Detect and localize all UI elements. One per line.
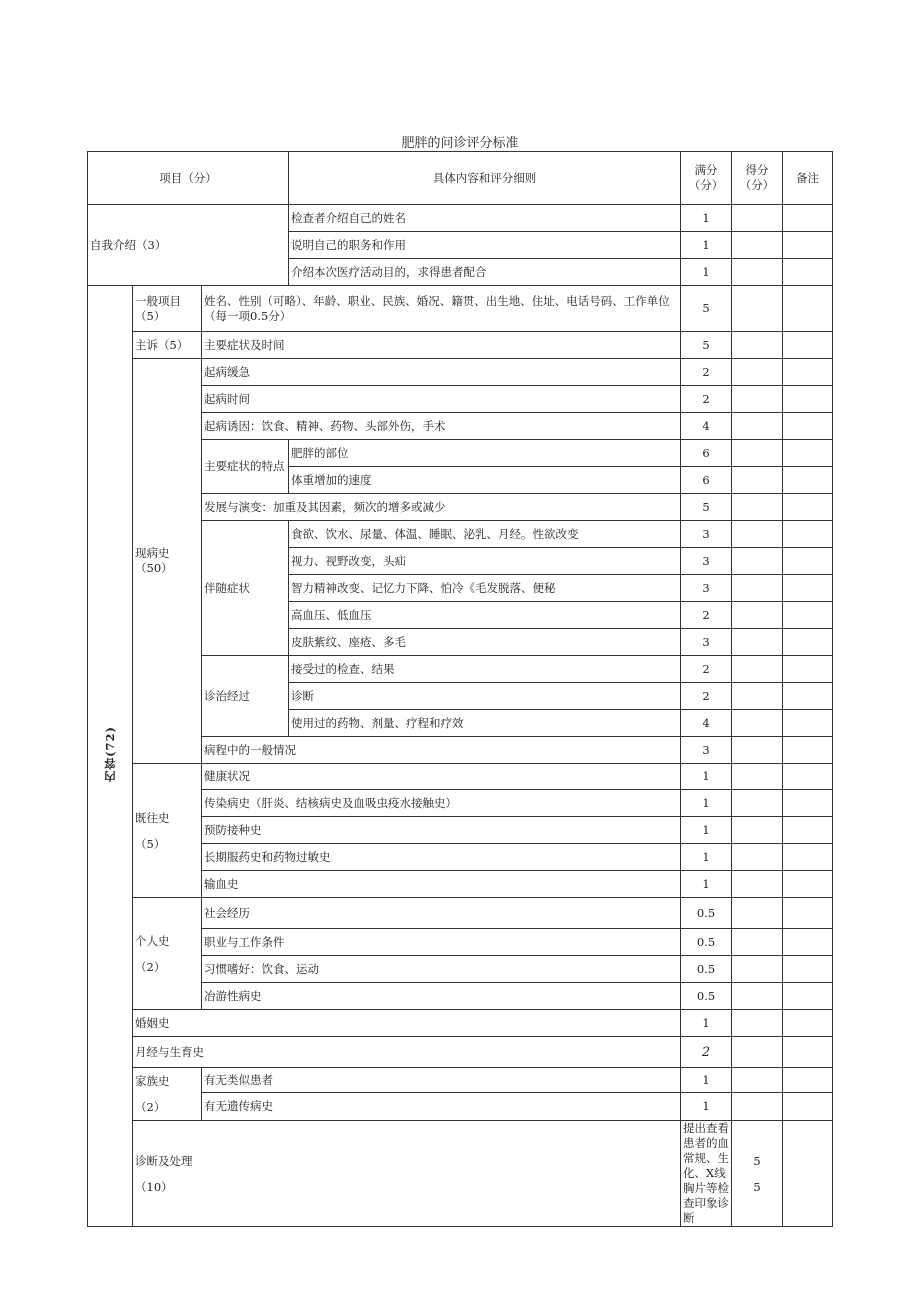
obtained-cell[interactable]: [732, 710, 783, 737]
obtained-cell[interactable]: [732, 467, 783, 494]
obtained-cell[interactable]: [732, 575, 783, 602]
row-score: 4: [681, 413, 732, 440]
row-score: 3: [681, 629, 732, 656]
complaint-text: 主要症状及时间: [202, 332, 681, 359]
row-text: 智力精神改变、记忆力下降、怕冷《毛发脱落、便秘: [289, 575, 681, 602]
note-cell[interactable]: [783, 683, 833, 710]
row-score: 6: [681, 467, 732, 494]
obtained-cell[interactable]: [732, 956, 783, 983]
note-cell[interactable]: [783, 898, 833, 929]
row-text: 肥胖的部位: [289, 440, 681, 467]
row-score: 2: [681, 602, 732, 629]
row-text: 视力、视野改变，头疝: [289, 548, 681, 575]
row-text: 发展与演变：加重及其因素，频次的增多或减少: [202, 494, 681, 521]
obtained-cell[interactable]: [732, 548, 783, 575]
row-text: 接受过的检查、结果: [289, 656, 681, 683]
page-title: 肥胖的问诊评分标准: [401, 136, 519, 151]
table-row: [88, 1037, 833, 1068]
row-score: 5: [753, 1179, 761, 1194]
row-score: 3: [681, 575, 732, 602]
note-cell[interactable]: [783, 629, 833, 656]
personal-label-a: 个人史: [135, 933, 170, 948]
row-text: 诊断: [289, 683, 681, 710]
row-score: 1: [681, 844, 732, 871]
past-label-b: （5）: [135, 836, 166, 851]
note-cell[interactable]: [783, 205, 833, 232]
obtained-cell[interactable]: [732, 332, 783, 359]
personal-label: [133, 898, 202, 1010]
note-cell[interactable]: [783, 929, 833, 956]
obtained-cell[interactable]: [732, 764, 783, 790]
row-score: 1: [681, 817, 732, 844]
diagnosis-scores: [732, 1121, 783, 1227]
row-score: 2: [681, 386, 732, 413]
row-score: 0.5: [681, 929, 732, 956]
features-label: 主要症状的特点: [202, 440, 289, 494]
row-score: 2: [681, 1037, 732, 1068]
note-cell[interactable]: [783, 232, 833, 259]
table-row: [88, 332, 833, 359]
row-text: 体重增加的速度: [289, 467, 681, 494]
row-text: 社会经历: [202, 898, 681, 929]
note-cell[interactable]: [783, 575, 833, 602]
table-row: [88, 764, 833, 790]
content-label: [88, 286, 133, 1227]
obtained-cell[interactable]: [732, 737, 783, 764]
row-text: 食欲、饮水、尿量、体温、睡眠、泌乳、月经。性欲改变: [289, 521, 681, 548]
obtained-cell[interactable]: [732, 898, 783, 929]
row-score: 0.5: [681, 898, 732, 929]
note-cell[interactable]: [783, 602, 833, 629]
past-label: [133, 764, 202, 898]
content-label-text: 内容(72): [102, 726, 117, 782]
menstrual-label: 月经与生育史: [133, 1037, 681, 1068]
table-row: [88, 286, 833, 332]
note-cell[interactable]: [783, 844, 833, 871]
obtained-cell[interactable]: [732, 983, 783, 1010]
note-cell[interactable]: [783, 1093, 833, 1121]
row-text: 冶游性病史: [202, 983, 681, 1010]
obtained-cell[interactable]: [732, 683, 783, 710]
obtained-cell[interactable]: [783, 1121, 833, 1227]
note-cell[interactable]: [783, 521, 833, 548]
obtained-cell[interactable]: [732, 1093, 783, 1121]
row-score: 3: [681, 521, 732, 548]
general-text: 姓名、性别（可略）、年龄、职业、民族、婚况、籍贯、出生地、住址、电话号码、工作单位（每一项0.5分）: [202, 286, 681, 332]
note-cell[interactable]: [783, 790, 833, 817]
obtained-cell[interactable]: [732, 440, 783, 467]
header-row: [88, 152, 833, 205]
obtained-cell[interactable]: [732, 259, 783, 286]
obtained-cell[interactable]: [732, 286, 783, 332]
obtained-cell[interactable]: [732, 844, 783, 871]
note-cell[interactable]: [783, 983, 833, 1010]
obtained-cell[interactable]: [732, 205, 783, 232]
note-cell[interactable]: [783, 1037, 833, 1068]
row-score: 1: [681, 1010, 732, 1037]
row-score: 5: [681, 494, 732, 521]
row-score: 1: [681, 790, 732, 817]
row-text: 输血史: [202, 871, 681, 898]
row-text: 起病诱因：饮食、精神、药物、头部外伤，手术: [202, 413, 681, 440]
header-full-score: 满分（分）: [681, 152, 732, 205]
row-score: 3: [681, 737, 732, 764]
row-score: 0.5: [681, 983, 732, 1010]
obtained-cell[interactable]: [732, 790, 783, 817]
obtained-cell[interactable]: [732, 1068, 783, 1093]
obtained-cell[interactable]: [732, 386, 783, 413]
obtained-cell[interactable]: [732, 494, 783, 521]
row-score: 6: [681, 440, 732, 467]
row-score: 3: [681, 548, 732, 575]
row-score: 5: [753, 1153, 761, 1168]
table-row: [88, 898, 833, 929]
note-cell[interactable]: [783, 871, 833, 898]
row-score: 1: [681, 871, 732, 898]
row-text: 病程中的一般情况: [202, 737, 681, 764]
row-score: 4: [681, 710, 732, 737]
note-cell[interactable]: [783, 494, 833, 521]
table-row: [88, 205, 833, 232]
note-cell[interactable]: [783, 413, 833, 440]
diagnosis-label-b: （10）: [135, 1179, 173, 1194]
note-cell[interactable]: [783, 656, 833, 683]
note-cell[interactable]: [783, 710, 833, 737]
past-label-a: 既往史: [135, 810, 170, 825]
row-text: 介绍本次医疗活动目的，求得患者配合: [289, 259, 681, 286]
note-cell[interactable]: [783, 259, 833, 286]
family-label-b: （2）: [135, 1100, 166, 1114]
marriage-label: 婚姻史: [133, 1010, 681, 1037]
row-text: 起病缓急: [202, 359, 681, 386]
row-text: 有无遗传病史: [202, 1093, 681, 1121]
table-row: [88, 1010, 833, 1037]
obtained-cell[interactable]: [732, 817, 783, 844]
present-label: 现病史（50）: [133, 359, 202, 764]
header-obtained-score: 得分（分）: [732, 152, 783, 205]
row-text: 预防接种史: [202, 817, 681, 844]
obtained-cell[interactable]: [732, 413, 783, 440]
note-cell[interactable]: [783, 286, 833, 332]
obtained-cell[interactable]: [732, 1010, 783, 1037]
row-text: 习惯嗜好：饮食、运动: [202, 956, 681, 983]
header-note: 备注: [783, 152, 833, 205]
row-text: 检查者介绍自己的姓名: [289, 205, 681, 232]
note-cell[interactable]: [783, 467, 833, 494]
obtained-cell[interactable]: [732, 1037, 783, 1068]
obtained-cell[interactable]: [732, 929, 783, 956]
note-cell[interactable]: [783, 440, 833, 467]
note-cell[interactable]: [783, 1010, 833, 1037]
obtained-cell[interactable]: [732, 232, 783, 259]
note-cell[interactable]: [783, 359, 833, 386]
row-text: 健康状况: [202, 764, 681, 790]
row-text: 传染病史（肝炎、结核病史及血吸虫疫水接触史）: [202, 790, 681, 817]
row-score: 1: [681, 1068, 732, 1093]
row-text: 高血压、低血压: [289, 602, 681, 629]
row-text: 皮肤紫纹、座疮、多毛: [289, 629, 681, 656]
row-score: 1: [681, 764, 732, 790]
accompany-label: 伴随症状: [202, 521, 289, 656]
row-score: 1: [681, 1093, 732, 1121]
row-text: 有无类似患者: [202, 1068, 681, 1093]
header-content: 具体内容和评分细则: [289, 152, 681, 205]
note-cell[interactable]: [783, 764, 833, 790]
header-item: 项目（分）: [88, 152, 289, 205]
scoring-table: [87, 151, 833, 1227]
table-row: [88, 1121, 833, 1227]
row-score: 2: [681, 359, 732, 386]
treatment-label: 诊治经过: [202, 656, 289, 737]
obtained-cell[interactable]: [732, 656, 783, 683]
obtained-cell[interactable]: [732, 602, 783, 629]
obtained-cell[interactable]: [732, 521, 783, 548]
row-score: 2: [681, 683, 732, 710]
row-score: 5: [681, 286, 732, 332]
note-cell[interactable]: [783, 956, 833, 983]
row-score: 1: [681, 259, 732, 286]
obtained-cell[interactable]: [732, 871, 783, 898]
note-cell[interactable]: [783, 737, 833, 764]
diagnosis-label-a: 诊断及处理: [135, 1153, 193, 1168]
note-cell[interactable]: [783, 332, 833, 359]
row-text: 说明自己的职务和作用: [289, 232, 681, 259]
obtained-cell[interactable]: [732, 359, 783, 386]
row-text: 使用过的药物、剂量、疗程和疗效: [289, 710, 681, 737]
table-row: [88, 359, 833, 386]
obtained-cell[interactable]: [732, 629, 783, 656]
note-cell[interactable]: [783, 386, 833, 413]
table-row: [88, 1068, 833, 1093]
row-score: 1: [681, 232, 732, 259]
row-text: 起病时间: [202, 386, 681, 413]
general-label: 一般项目（5）: [133, 286, 202, 332]
row-text: 职业与工作条件: [202, 929, 681, 956]
complaint-label: 主诉（5）: [133, 332, 202, 359]
family-label: [133, 1068, 202, 1121]
row-score: 0.5: [681, 956, 732, 983]
row-text: 长期服药史和药物过敏史: [202, 844, 681, 871]
note-cell[interactable]: [783, 1068, 833, 1093]
family-label-a: 家族史: [135, 1074, 170, 1088]
note-cell[interactable]: [783, 548, 833, 575]
intro-label: 自我介绍（3）: [88, 205, 289, 286]
row-score: 5: [681, 332, 732, 359]
personal-label-b: （2）: [135, 959, 166, 974]
row-score: 1: [681, 205, 732, 232]
diagnosis-label: [133, 1121, 681, 1227]
row-score: 2: [681, 656, 732, 683]
note-cell[interactable]: [783, 817, 833, 844]
diagnosis-text: 提出查看患者的血常规、生化、X线胸片等检查印象诊断: [681, 1121, 732, 1227]
